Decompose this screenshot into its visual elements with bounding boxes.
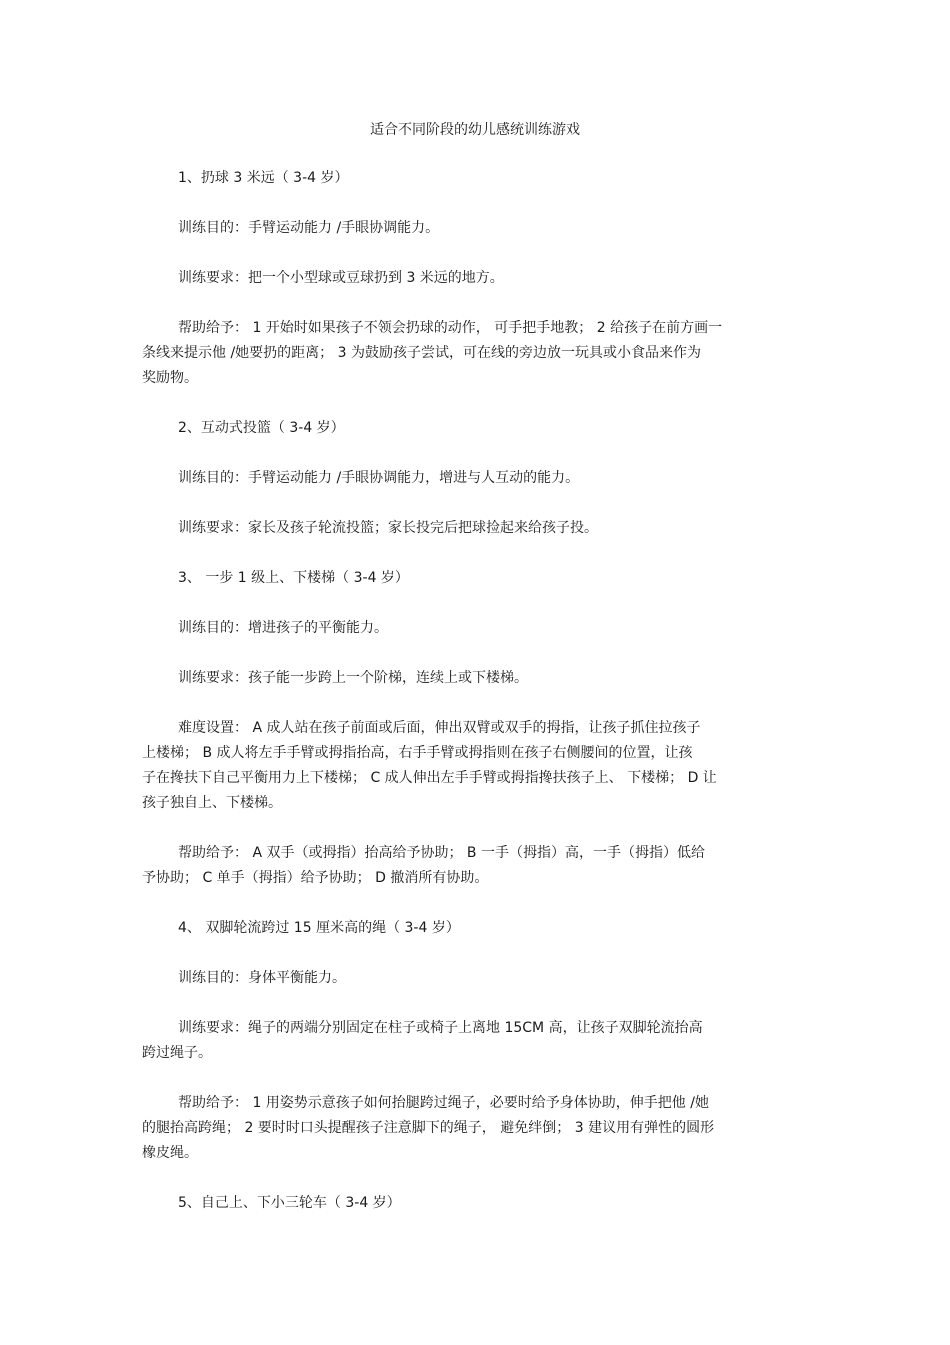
paragraph-line: 帮助给予： 1 用姿势示意孩子如何抬腿跨过绳子，必要时给予身体协助，伸手把他 /她	[178, 1095, 709, 1111]
paragraph-line: 上楼梯； B 成人将左手手臂或拇指抬高，右手手臂或拇指则在孩子右侧腰间的位置，让孩	[142, 745, 693, 761]
section-heading-4: 4、 双脚轮流跨过 15 厘米高的绳（ 3-4 岁）	[178, 920, 460, 936]
paragraph-line: 训练目的：手臂运动能力 /手眼协调能力。	[178, 220, 440, 236]
paragraph-line: 训练要求：绳子的两端分别固定在柱子或椅子上离地 15CM 高，让孩子双脚轮流抬高	[178, 1020, 703, 1036]
section-heading-1: 1、扔球 3 米远（ 3-4 岁）	[178, 170, 349, 186]
paragraph-line: 子在搀扶下自己平衡用力上下楼梯； C 成人伸出左手手臂或拇指搀扶孩子上、 下楼梯； D 让	[142, 770, 717, 786]
section-heading-5: 5、自己上、下小三轮车（ 3-4 岁）	[178, 1195, 401, 1211]
paragraph-line: 帮助给予： A 双手（或拇指）抬高给予协助； B 一手（拇指）高，一手（拇指）低给	[178, 845, 705, 861]
paragraph-line: 的腿抬高跨绳； 2 要时时口头提醒孩子注意脚下的绳子， 避免绊倒； 3 建议用有弹性的圆形	[142, 1120, 715, 1136]
paragraph-line: 帮助给予： 1 开始时如果孩子不领会扔球的动作， 可手把手地教； 2 给孩子在前方画一	[178, 320, 723, 336]
paragraph-line: 奖励物。	[142, 370, 198, 386]
section-heading-2: 2、互动式投篮（ 3-4 岁）	[178, 420, 345, 436]
paragraph-line: 训练要求：家长及孩子轮流投篮；家长投完后把球捡起来给孩子投。	[178, 520, 598, 536]
paragraph-line: 跨过绳子。	[142, 1045, 212, 1061]
paragraph-line: 孩子独自上、下楼梯。	[142, 795, 282, 811]
paragraph-line: 予协助； C 单手（拇指）给予协助； D 撤消所有协助。	[142, 870, 489, 886]
paragraph-line: 训练目的：手臂运动能力 /手眼协调能力，增进与人互动的能力。	[178, 470, 580, 486]
paragraph-line: 训练目的：增进孩子的平衡能力。	[178, 620, 388, 636]
section-heading-3: 3、 一步 1 级上、下楼梯（ 3-4 岁）	[178, 570, 409, 586]
paragraph-line: 训练要求：把一个小型球或豆球扔到 3 米远的地方。	[178, 270, 504, 286]
paragraph-line: 条线来提示他 /她要扔的距离； 3 为鼓励孩子尝试，可在线的旁边放一玩具或小食品来作为	[142, 345, 701, 361]
paragraph-line: 训练要求：孩子能一步跨上一个阶梯，连续上或下楼梯。	[178, 670, 528, 686]
paragraph-line: 难度设置： A 成人站在孩子前面或后面，伸出双臂或双手的拇指，让孩子抓住拉孩子	[178, 720, 701, 736]
document-title: 适合不同阶段的幼儿感统训练游戏	[370, 122, 580, 138]
paragraph-line: 橡皮绳。	[142, 1145, 198, 1161]
paragraph-line: 训练目的：身体平衡能力。	[178, 970, 346, 986]
